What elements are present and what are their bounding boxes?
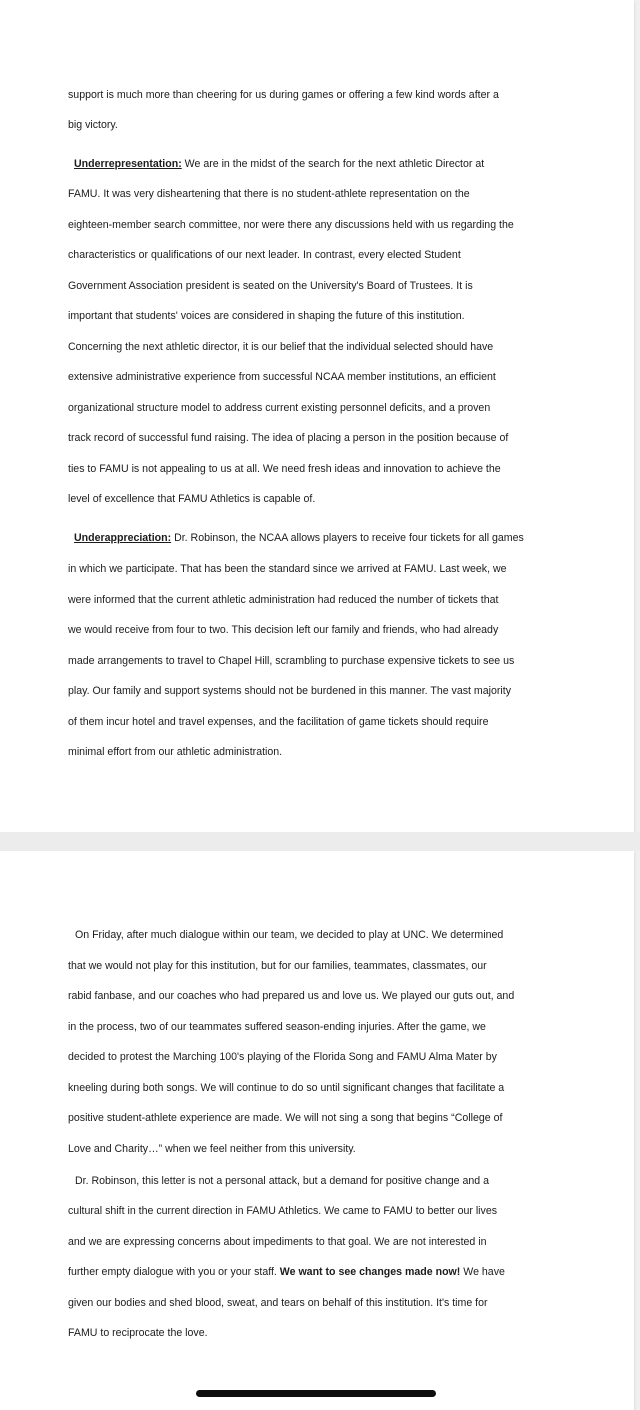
letter-page-2 bbox=[0, 851, 634, 1410]
text-line: in the process, two of our teammates suffered season-ending injuries. After the game, we bbox=[68, 1021, 486, 1033]
text-line: of them incur hotel and travel expenses, and the facilitation of game tickets should require bbox=[68, 716, 489, 728]
bold-demand: We want to see changes made now! bbox=[279, 1266, 461, 1278]
text-line: that we would not play for this institution, but for our families, teammates, classmates, our bbox=[68, 960, 487, 972]
text-line: in which we participate. That has been the standard since we arrived at FAMU. Last week, we bbox=[68, 563, 507, 575]
text-line: track record of successful fund raising. The idea of placing a person in the position because of bbox=[68, 432, 509, 444]
text-span: Dr. Robinson, the NCAA allows players to receive four tickets for all games bbox=[171, 532, 524, 544]
text-line: and we are expressing concerns about impediments to that goal. We are not interested in bbox=[68, 1236, 487, 1248]
text-line: Love and Charity…” when we feel neither from this university. bbox=[68, 1143, 356, 1155]
text-line: big victory. bbox=[68, 119, 118, 131]
text-span: further empty dialogue with you or your staff. bbox=[68, 1266, 280, 1278]
text-line: Concerning the next athletic director, it is our belief that the individual selected should have bbox=[68, 341, 494, 353]
page-divider bbox=[0, 832, 640, 851]
text-line: ties to FAMU is not appealing to us at all. We need fresh ideas and innovation to achieve the bbox=[68, 463, 501, 475]
text-line: FAMU. It was very disheartening that there is no student-athlete representation on the bbox=[68, 188, 470, 200]
text-line: positive student-athlete experience are made. We will not sing a song that begins “College of bbox=[68, 1112, 503, 1124]
text-line: characteristics or qualifications of our next leader. In contrast, every elected Student bbox=[68, 249, 461, 261]
text-line: On Friday, after much dialogue within our team, we decided to play at UNC. We determined bbox=[75, 929, 504, 941]
text-span: We have bbox=[460, 1266, 505, 1278]
text-line: Dr. Robinson, this letter is not a personal attack, but a demand for positive change and a bbox=[75, 1175, 489, 1187]
heading-underrepresentation: Underrepresentation: bbox=[74, 158, 182, 170]
text-line: given our bodies and shed blood, sweat, and tears on behalf of this institution. It's time for bbox=[68, 1297, 488, 1309]
text-line: were informed that the current athletic administration had reduced the number of tickets that bbox=[68, 594, 499, 606]
text-line: we would receive from four to two. This decision left our family and friends, who had already bbox=[68, 624, 499, 636]
text-line: play. Our family and support systems should not be burdened in this manner. The vast majority bbox=[68, 685, 512, 697]
text-line: minimal effort from our athletic administration. bbox=[68, 746, 283, 758]
text-line: made arrangements to travel to Chapel Hill, scrambling to purchase expensive tickets to see us bbox=[68, 655, 515, 667]
text-line: organizational structure model to address current existing personnel deficits, and a proven bbox=[68, 402, 491, 414]
text-line: support is much more than cheering for us during games or offering a few kind words after a bbox=[68, 89, 499, 101]
home-indicator-bar[interactable] bbox=[196, 1390, 436, 1397]
text-line: level of excellence that FAMU Athletics is capable of. bbox=[68, 493, 316, 505]
heading-underappreciation: Underappreciation: bbox=[74, 532, 172, 544]
text-line: kneeling during both songs. We will continue to do so until significant changes that facilitate a bbox=[68, 1082, 505, 1094]
text-line: FAMU to reciprocate the love. bbox=[68, 1327, 208, 1339]
paragraph-underappreciation-first-line bbox=[74, 531, 524, 545]
paragraph-underrepresentation-first-line bbox=[74, 157, 484, 171]
text-line: decided to protest the Marching 100's playing of the Florida Song and FAMU Alma Mater by bbox=[68, 1051, 497, 1063]
text-line: Government Association president is seated on the University's Board of Trustees. It is bbox=[68, 280, 473, 292]
text-line: rabid fanbase, and our coaches who had prepared us and love us. We played our guts out, and bbox=[68, 990, 515, 1002]
text-line: eighteen-member search committee, nor were there any discussions held with us regarding the bbox=[68, 219, 514, 231]
text-line: cultural shift in the current direction in FAMU Athletics. We came to FAMU to better our lives bbox=[68, 1205, 498, 1217]
text-line-with-bold bbox=[68, 1265, 505, 1279]
text-line: important that students' voices are considered in shaping the future of this institution. bbox=[68, 310, 465, 322]
text-span: We are in the midst of the search for the next athletic Director at bbox=[181, 158, 485, 170]
text-line: extensive administrative experience from successful NCAA member institutions, an efficient bbox=[68, 371, 496, 383]
